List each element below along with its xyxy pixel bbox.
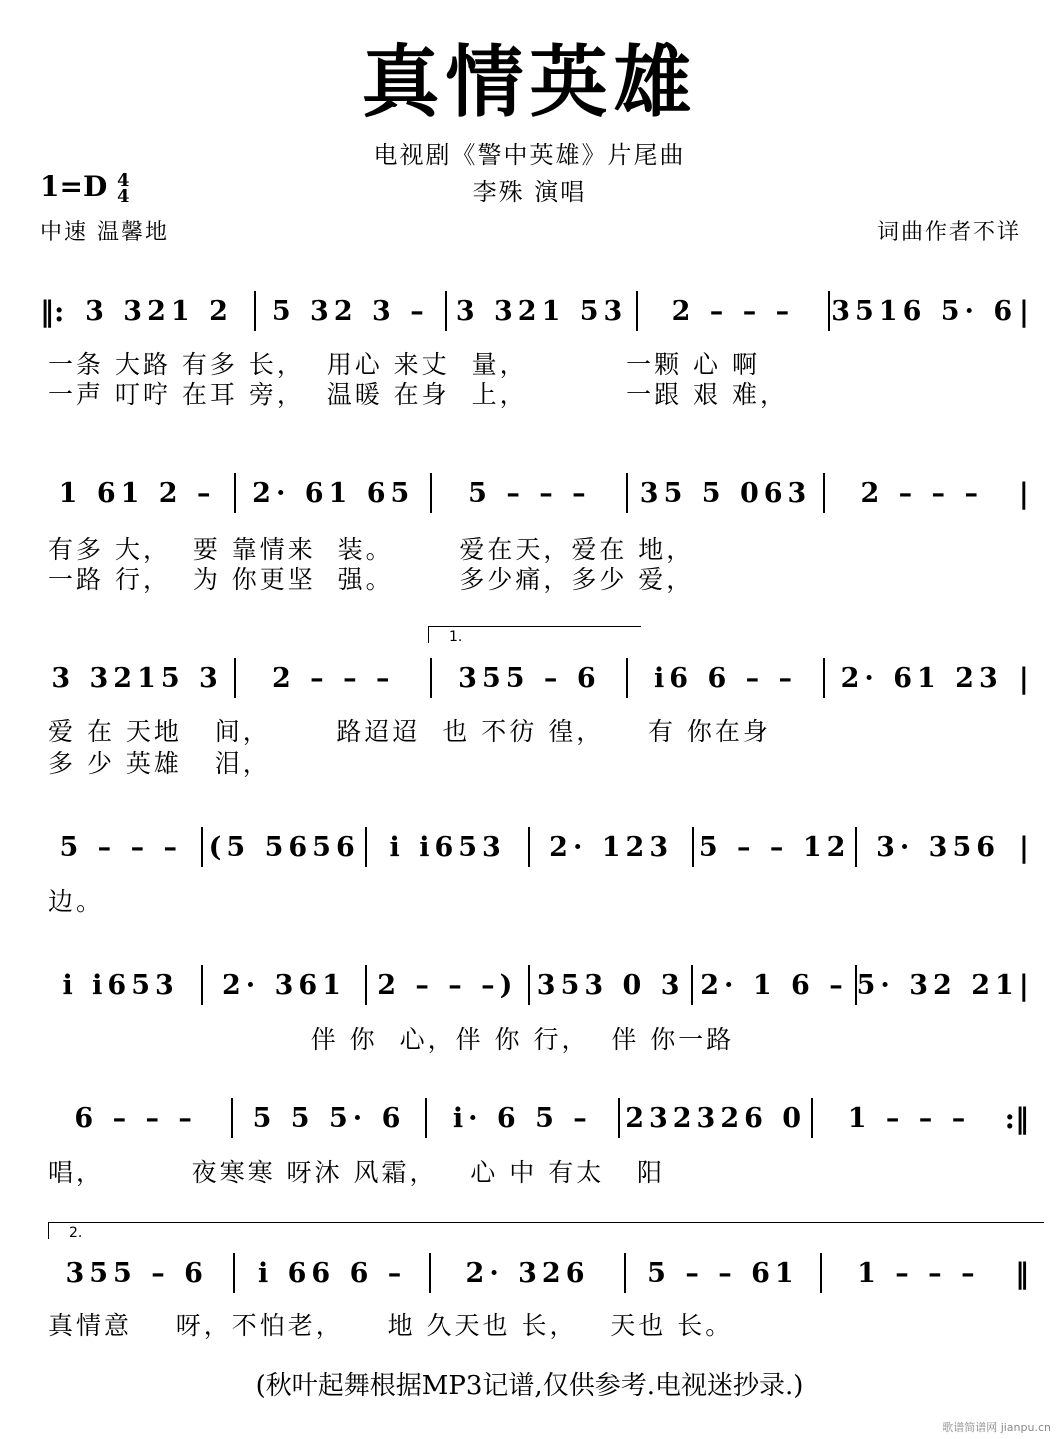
measure: 5 – – – bbox=[468, 477, 591, 509]
measure: 2· 326 bbox=[465, 1257, 590, 1289]
end-barline: | bbox=[1018, 830, 1029, 864]
end-barline: | bbox=[1018, 968, 1029, 1002]
measure: i i653 bbox=[62, 969, 179, 1001]
time-numerator: 4 bbox=[116, 169, 130, 191]
end-barline: | bbox=[1018, 476, 1029, 510]
measure: 5 – – 12 bbox=[698, 831, 851, 863]
end-barline: ‖ bbox=[1015, 1256, 1030, 1290]
measure: 2 – – – bbox=[860, 477, 983, 509]
measure: 3 3215 3 bbox=[51, 662, 223, 694]
measure: 3· 356 bbox=[876, 831, 1001, 863]
measure: 2 – – – bbox=[671, 295, 795, 327]
measure: 5 – – 61 bbox=[647, 1257, 799, 1289]
measure: 1 – – – bbox=[847, 1102, 971, 1134]
measure: (5 5656 bbox=[208, 831, 360, 863]
measure: 3 321 53 bbox=[455, 295, 628, 327]
song-title: 真情英雄 bbox=[361, 37, 698, 128]
measure: 3516 5· 6 bbox=[831, 295, 1018, 327]
measure: i6 6 – – bbox=[654, 662, 798, 694]
end-barline: :‖ bbox=[1004, 1101, 1029, 1135]
repeat-start-sign: ‖: bbox=[40, 294, 65, 328]
measure: 5· 32 21 bbox=[856, 969, 1019, 1001]
lyric-line: 边。 bbox=[48, 887, 105, 916]
measure: i· 6 5 – bbox=[452, 1102, 592, 1134]
measure: 2· 361 bbox=[222, 969, 346, 1001]
lyric-line: 多 少 英雄 泪， bbox=[48, 749, 271, 778]
key-signature bbox=[40, 170, 130, 205]
lyric-line: 一路 行， 为 你更坚 强。 多少痛，多少 爱， bbox=[48, 565, 695, 594]
measure: 35 5 063 bbox=[639, 477, 812, 509]
footer-note: (秋叶起舞根据MP3记谱,仅供参考.电视迷抄录.) bbox=[255, 1371, 804, 1401]
lyric-line: 爱 在 天地 间， 路迢迢 也 不彷 徨， 有 你在身 bbox=[48, 717, 771, 746]
volta-bracket: 2. bbox=[48, 1222, 1044, 1239]
measure: 3 321 2 bbox=[85, 295, 233, 327]
measure: i 66 6 – bbox=[257, 1257, 407, 1289]
tempo: 中速 温馨地 bbox=[40, 220, 169, 245]
staff-row bbox=[40, 962, 1029, 1008]
measure: 5 32 3 – bbox=[271, 295, 429, 327]
measure: 353 0 3 bbox=[536, 969, 685, 1001]
staff-row bbox=[40, 655, 1029, 701]
staff-row bbox=[40, 288, 1029, 334]
measure: 2· 123 bbox=[549, 831, 674, 863]
singer: 李殊 演唱 bbox=[472, 178, 587, 206]
measure: 6 – – – bbox=[74, 1102, 197, 1134]
time-denominator: 4 bbox=[116, 185, 130, 207]
lyric-line: 一条 大路 有多 长， 用心 来丈 量， 一颗 心 啊 bbox=[48, 350, 760, 379]
lyric-line: 伴 你 心，伴 你 行， 伴 你一路 bbox=[48, 1025, 735, 1054]
measure: 2· 1 6 – bbox=[700, 969, 848, 1001]
staff-row bbox=[40, 470, 1029, 516]
lyric-line: 有多 大， 要 靠情来 装。 爱在天，爱在 地， bbox=[48, 535, 695, 564]
measure: 355 – 6 bbox=[65, 1257, 208, 1289]
lyric-line: 一声 叮咛 在耳 旁， 温暖 在身 上， 一跟 艰 难， bbox=[48, 380, 788, 409]
volta-bracket: 1. bbox=[428, 626, 641, 643]
measure: i i653 bbox=[389, 831, 506, 863]
subtitle: 电视剧《警中英雄》片尾曲 bbox=[373, 141, 686, 169]
measure: 2 – – – bbox=[271, 662, 395, 694]
key: 1=D bbox=[40, 170, 108, 203]
lyric-line: 唱， 夜寒寒 呀沐 风霜， 心 中 有太 阳 bbox=[48, 1158, 666, 1187]
measure: 232326 0 bbox=[625, 1102, 807, 1134]
measure: 5 5 5· 6 bbox=[252, 1102, 406, 1134]
measure: 1 – – – bbox=[857, 1257, 980, 1289]
watermark: 歌谱简谱网 jianpu.cn bbox=[942, 1421, 1051, 1434]
staff-row bbox=[40, 1095, 1029, 1141]
end-barline: | bbox=[1018, 661, 1029, 695]
staff-row bbox=[40, 824, 1029, 870]
measure: 5 – – – bbox=[59, 831, 182, 863]
measure: 2· 61 23 bbox=[840, 662, 1003, 694]
end-barline: | bbox=[1018, 294, 1030, 328]
measure: 2· 61 65 bbox=[252, 477, 415, 509]
staff-row bbox=[40, 1250, 1029, 1296]
author: 词曲作者不详 bbox=[876, 220, 1021, 245]
lyric-line: 真情意 呀，不怕老， 地 久天也 长， 天也 长。 bbox=[48, 1311, 734, 1340]
measure: 1 61 2 – bbox=[58, 477, 216, 509]
measure: 355 – 6 bbox=[458, 662, 601, 694]
time-signature bbox=[116, 169, 130, 207]
measure: 2 – – –) bbox=[377, 969, 518, 1001]
